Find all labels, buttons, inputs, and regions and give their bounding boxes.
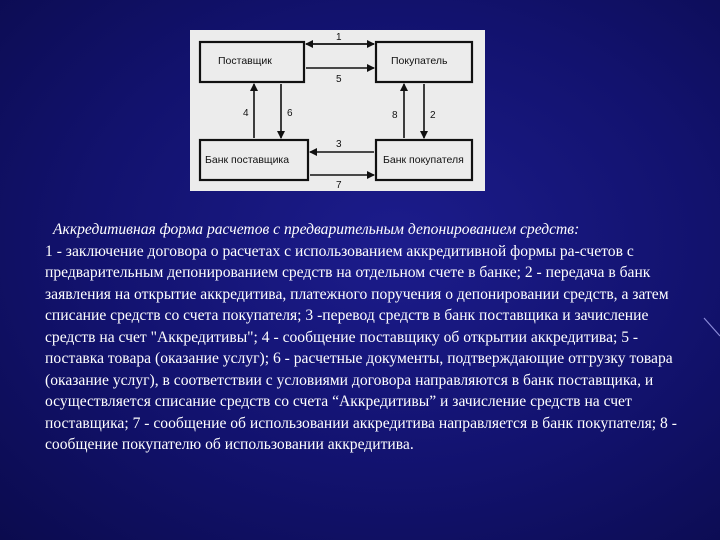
arrow-7-label: 7 xyxy=(336,180,342,191)
caption-body: 1 - заключение договора о расчетах с использованием аккредитивной формы ра-счетов с предварительным депонированием средств на отдельном счете в банке; 2 - передача в банк заявления на открытие аккредитива, платежного поручения о депонировании средств, а затем списание средств со счета покупателя; 3 -перевод средств в банк поставщика и зачисление средств на счет "Аккредитивы"; 4 - сообщение поставщику об открытии аккредитива; 5 - поставка товара (оказание услуг); 6 - расчетные документы, подтверждающие отгрузку товара (оказание услуг), в соответствии с условиями договора направляются в банк поставщика, и осуществляется списание средств со счета “Аккредитивы” и зачисление средств на счет поставщика; 7 - сообщение об использовании аккредитива направляется в банк покупателя; 8 - сообщение покупателю об использовании аккредитива. xyxy=(45,242,677,453)
letter-of-credit-diagram xyxy=(190,30,485,191)
arrow-3-label: 3 xyxy=(336,139,342,150)
diagram-caption xyxy=(45,219,685,456)
arrow-4-label: 4 xyxy=(243,108,249,119)
arrow-5-label: 5 xyxy=(336,74,342,85)
arrow-8-label: 8 xyxy=(392,110,398,121)
buyer-bank-label: Банк покупателя xyxy=(383,154,464,166)
arrow-2-label: 2 xyxy=(430,110,436,121)
arrow-1-label: 1 xyxy=(336,32,342,43)
caption-title: Аккредитивная форма расчетов с предварительным депонированием средств: xyxy=(53,221,580,238)
supplier-label: Поставщик xyxy=(218,55,272,67)
arrow-6-label: 6 xyxy=(287,108,293,119)
buyer-label: Покупатель xyxy=(391,55,448,67)
supplier-bank-label: Банк поставщика xyxy=(205,154,290,166)
